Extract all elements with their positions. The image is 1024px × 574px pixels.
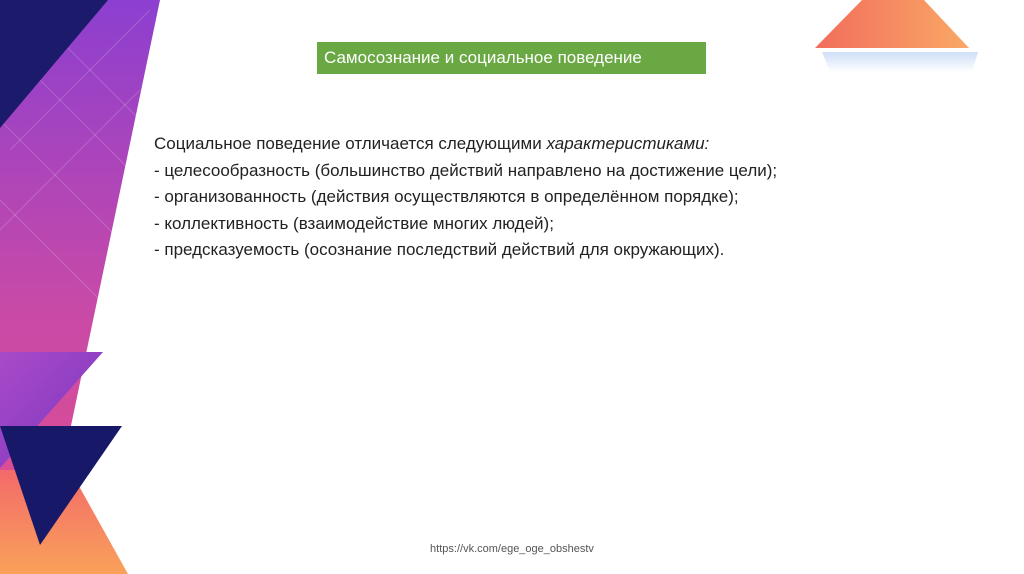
list-item: - организованность (действия осуществляются в определённом порядке); <box>154 187 739 206</box>
blue-shadow-top-right <box>822 52 978 72</box>
list-item: - целесообразность (большинство действий направлено на достижение цели); <box>154 160 778 180</box>
intro-text: Социальное поведение отличается следующими <box>154 134 547 153</box>
intro-line <box>154 131 854 158</box>
slide-title: Самосознание и социальное поведение <box>324 48 642 67</box>
intro-emphasis: характеристиками: <box>546 134 710 153</box>
list-item: - предсказуемость (осознание последствий действий для окружающих). <box>154 240 725 259</box>
list-item: - коллективность (взаимодействие многих людей); <box>154 213 554 233</box>
footer-link[interactable]: https://vk.com/ege_oge_obshestv <box>430 543 594 555</box>
orange-triangle-top-right <box>815 0 969 48</box>
content-block <box>154 131 854 264</box>
title-box <box>317 42 706 74</box>
